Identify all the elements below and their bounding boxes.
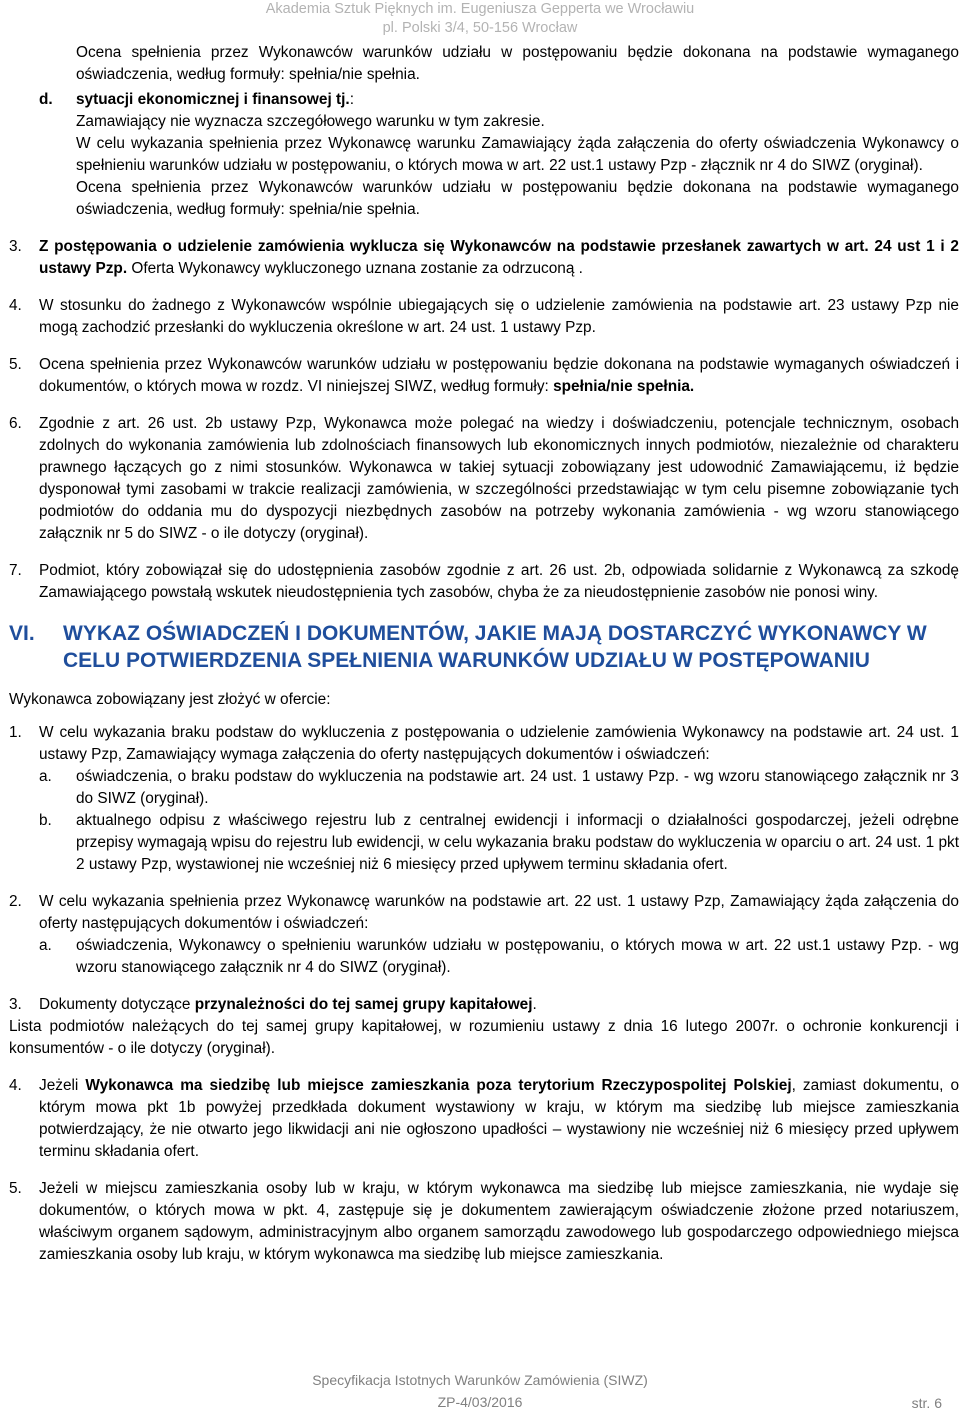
requirement-2-label: 2.	[9, 893, 22, 910]
list-item-5	[9, 354, 959, 398]
requirement-5-label: 5.	[9, 1180, 22, 1197]
list-item-5-label: 5.	[9, 356, 22, 373]
condition-d-title: sytuacji ekonomicznej i finansowej tj.	[76, 91, 350, 108]
condition-d-colon: :	[349, 91, 354, 108]
list-item-3-label: 3.	[9, 238, 22, 255]
header-institution: Akademia Sztuk Pięknych im. Eugeniusza Gepperta we Wrocławiu	[265, 1, 695, 17]
requirement-1-text: W celu wykazania braku podstaw do wykluczenia z postępowania o udzielenie zamówienia Wykonawcy na podstawie art. 24 ust. 1 ustawy Pzp, Zamawiający wymaga załączenia do oferty następujących dokumentów i oświadczeń:	[39, 724, 959, 763]
requirement-3-bold: przynależności do tej samej grupy kapitałowej	[194, 996, 533, 1013]
condition-d-p2: W celu wykazania spełnienia przez Wykonawcę warunku Zamawiający żąda załączenia do oferty oświadczenia Wykonawcy o spełnieniu warunków udziału w postępowaniu, o których mowa w art. 22 ust.1 ustawy Pzp - złącznik nr 4 do SIWZ (oryginał).	[76, 135, 959, 174]
list-item-6-text: Zgodnie z art. 26 ust. 2b ustawy Pzp, Wykonawca może polegać na wiedzy i doświadczeniu, potencjale technicznym, osobach zdolnych do wykonania zamówienia lub zdolnościach finansowych lub ekonomicznych innych podmiotów, niezależnie od charakteru prawnego łączących go z nimi stosunków. Wykonawca w takiej sytuacji zobowiązany jest udowodnić Zamawiającemu, iż będzie dysponował tymi zasobami w trakcie realizacji zamówienia, w szczególności przedstawiając w tym celu pisemne zobowiązanie tych podmiotów do oddania mu do dyspozycji niezbędnych zasobów na potrzeby wykonania zamówienia - wg wzoru stanowiącego załącznik nr 5 do SIWZ - o ile dotyczy (oryginał).	[39, 415, 959, 542]
requirement-3-end: .	[532, 996, 537, 1013]
list-item-7-text: Podmiot, który zobowiązał się do udostępnienia zasobów zgodnie z art. 26 ust. 2b, odpowiada solidarnie z Wykonawcą za szkodę Zamawiającego powstałą wskutek nieudostępnienia tych zasobów, chyba że za nieudostępnienie zasobów nie ponosi winy.	[39, 562, 959, 601]
requirement-2-text: W celu wykazania spełnienia przez Wykonawcę warunków na podstawie art. 22 ust. 1 ustawy Pzp, Zamawiający żąda załączenia do oferty następujących dokumentów i oświadczeń:	[39, 893, 959, 932]
section-heading	[9, 620, 959, 674]
requirement-2a-label: a.	[39, 937, 52, 954]
requirement-3	[9, 994, 959, 1016]
condition-d	[9, 89, 959, 221]
requirement-4-label: 4.	[9, 1077, 22, 1094]
section-number: VI.	[9, 622, 35, 645]
list-item-6	[9, 413, 959, 545]
requirement-3-label: 3.	[9, 996, 22, 1013]
requirement-5	[9, 1178, 959, 1266]
footer-title: Specyfikacja Istotnych Warunków Zamówienia (SIWZ)	[312, 1372, 648, 1388]
requirement-1b-label: b.	[39, 812, 52, 829]
requirement-1	[9, 722, 959, 876]
list-item-4-text: W stosunku do żadnego z Wykonawców wspólnie ubiegających się o udzielenie zamówienia na podstawie art. 23 ustawy Pzp nie mogą zachodzić przesłanki do wykluczenia określone w art. 24 ust. 1 ustawy Pzp.	[39, 297, 959, 336]
requirement-4-t2: , zamiast dokumentu, o którym mowa pkt 1b powyżej przedkłada dokument wystawiony w kraju, w którym ma siedzibę lub miejsce zamieszkania potwierdzający, że nie otwarto jego likwidacji ani nie ogłoszono upadłości – wystawiony nie wcześniej niż 6 miesięcy przed upływem terminu składania ofert.	[39, 1077, 960, 1160]
requirement-2	[9, 891, 959, 979]
requirement-1a-text: oświadczenia, o braku podstaw do wykluczenia na podstawie art. 24 ust. 1 ustawy Pzp. - wg wzoru stanowiącego załącznik nr 3 do SIWZ (oryginał).	[76, 768, 959, 807]
list-item-7	[9, 560, 959, 604]
requirement-1b-text: aktualnego odpisu z właściwego rejestru lub z centralnej ewidencji i informacji o działalności gospodarczej, jeżeli odrębne przepisy wymagają wpisu do rejestru lub ewidencji, w celu wykazania braku podstaw do wykluczenia w oparciu o art. 24 ust. 1 pkt 2 ustawy Pzp, wystawionej nie wcześniej niż 6 miesięcy przed upływem terminu składania ofert.	[76, 812, 959, 873]
footer-ref: ZP-4/03/2016	[437, 1394, 523, 1410]
page-number: str. 6	[911, 1395, 942, 1411]
list-item-6-label: 6.	[9, 415, 22, 432]
list-item-4-label: 4.	[9, 297, 22, 314]
requirement-1b	[39, 810, 959, 876]
requirement-1a-label: a.	[39, 768, 52, 785]
list-item-3-bold: Z postępowania o udzielenie zamówienia wyklucza się Wykonawców na podstawie przesłanek zawartych w art. 24 ust 1 i 2 ustawy Pzp.	[39, 238, 959, 277]
paragraph-assessment: Ocena spełnienia przez Wykonawców warunków udziału w postępowaniu będzie dokonana na podstawie wymaganego oświadczenia, według formuły: spełnia/nie spełnia.	[76, 44, 959, 83]
condition-d-p1: Zamawiający nie wyznacza szczegółowego warunku w tym zakresie.	[76, 113, 545, 130]
page-header	[0, 0, 960, 38]
requirement-4	[9, 1075, 959, 1163]
condition-d-label: d.	[39, 91, 53, 108]
requirement-1a	[39, 766, 959, 810]
list-item-5-text: Ocena spełnienia przez Wykonawców warunków udziału w postępowaniu będzie dokonana na podstawie wymaganych oświadczeń i dokumentów, o których mowa w rozdz. VI niniejszej SIWZ, według formuły:	[39, 356, 959, 395]
requirement-4-t1: Jeżeli	[39, 1077, 86, 1094]
list-item-4	[9, 295, 959, 339]
list-item-3	[9, 236, 959, 280]
requirement-2a-text: oświadczenia, Wykonawcy o spełnieniu warunków udziału w postępowaniu, o których mowa w art. 22 ust.1 ustawy Pzp. - wg wzoru stanowiącego załącznik nr 4 do SIWZ (oryginał).	[76, 937, 959, 976]
list-item-5-bold: spełnia/nie spełnia.	[553, 378, 695, 395]
requirement-3-text: Dokumenty dotyczące	[39, 996, 195, 1013]
requirement-1-label: 1.	[9, 724, 22, 741]
list-item-3-text: Oferta Wykonawcy wykluczonego uznana zostanie za odrzuconą .	[127, 260, 583, 277]
requirement-5-text: Jeżeli w miejscu zamieszkania osoby lub w kraju, w którym wykonawca ma siedzibę lub miejsce zamieszkania, nie wydaje się dokumentów, o których mowa w pkt. 4, zastępuje się je dokumentem zawierającym oświadczenie złożone przed notariuszem, właściwym organem sądowym, administracyjnym albo organem samorządu zawodowego lub gospodarczego odpowiedniego miejsca zamieszkania osoby lub kraju, w którym wykonawca ma siedzibę lub miejsce zamieszkania.	[39, 1180, 959, 1263]
requirement-2a	[39, 935, 959, 979]
requirement-4-bold: Wykonawca ma siedzibę lub miejsce zamieszkania poza terytorium Rzeczypospolitej Polskiej	[85, 1077, 792, 1094]
section-intro: Wykonawca zobowiązany jest złożyć w ofercie:	[9, 691, 331, 708]
condition-d-p3: Ocena spełnienia przez Wykonawców warunków udziału w postępowaniu będzie dokonana na podstawie wymaganego oświadczenia, według formuły: spełnia/nie spełnia.	[76, 179, 959, 218]
requirement-3-p2: Lista podmiotów należących do tej samej grupy kapitałowej, w rozumieniu ustawy z dnia 16 lutego 2007r. o ochronie konkurencji i konsumentów - o ile dotyczy (oryginał).	[9, 1018, 959, 1057]
section-title: WYKAZ OŚWIADCZEŃ I DOKUMENTÓW, JAKIE MAJĄ DOSTARCZYĆ WYKONAWCY W CELU POTWIERDZENIA SPEŁNIENIA WARUNKÓW UDZIAŁU W POSTĘPOWANIU	[63, 622, 927, 672]
list-item-7-label: 7.	[9, 562, 22, 579]
header-address: pl. Polski 3/4, 50-156 Wrocław	[382, 20, 578, 36]
document-body	[9, 42, 959, 1266]
